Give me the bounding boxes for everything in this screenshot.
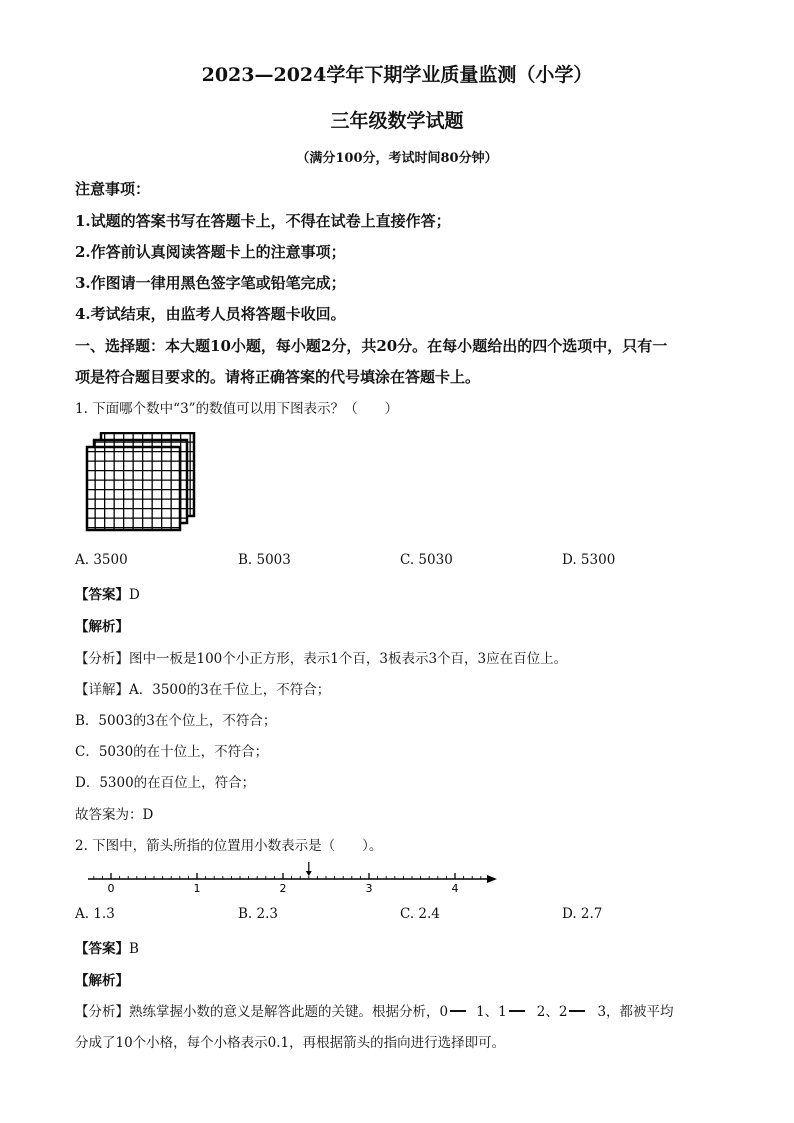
number-line-label: 3	[365, 882, 373, 895]
pointer-arrow-icon	[306, 862, 312, 876]
number-line-end-arrow	[487, 875, 497, 883]
fenxi-text: 1、1	[476, 1004, 507, 1020]
notice-item: 4.考试结束，由监考人员将答题卡收回。	[75, 305, 346, 323]
notice-item: 1.试题的答案书写在答题卡上，不得在试卷上直接作答；	[75, 212, 451, 230]
exam-time-note: （满分100分，考试时间80分钟）	[296, 151, 498, 166]
q2-option-c: C. 2.4	[400, 906, 440, 922]
fenxi-text: 【分析】熟练掌握小数的意义是解答此题的关键。根据分析，0	[75, 1004, 449, 1020]
q2-option-a: A. 1.3	[75, 906, 115, 922]
fenxi-text: 2、2	[536, 1004, 568, 1020]
q1-analysis-tag: 【解析】	[75, 619, 129, 635]
q2-option-b: B. 2.3	[238, 906, 278, 922]
section-instruction-line1: 一、选择题：本大题10小题，每小题2分，共20分。在每小题给出的四个选项中，只有一	[75, 337, 668, 355]
answer-tag: 【答案】	[75, 941, 129, 957]
q2-analysis-tag: 【解析】	[75, 973, 129, 989]
question-1-stem: 1. 下面哪个数中“3”的数值可以用下图表示？（ ）	[75, 401, 399, 417]
q1-option-c: C. 5030	[400, 552, 453, 568]
q2-fenxi-line2: 分成了10个小格，每个小格表示0.1，再根据箭头的指向进行选择即可。	[75, 1035, 506, 1051]
number-line-figure	[80, 860, 505, 896]
answer-tag: 【答案】	[75, 587, 129, 603]
q1-detail-line: D．5300的在百位上，符合；	[75, 775, 256, 791]
notice-item: 3.作图请一律用黑色签字笔或铅笔完成；	[75, 274, 346, 292]
answer-value: D	[129, 587, 140, 603]
number-line-labels	[108, 882, 459, 895]
question-2-stem: 2. 下图中，箭头所指的位置用小数表示是（ ）。	[75, 838, 383, 854]
number-line-label: 0	[107, 882, 115, 895]
q2-fenxi-line1	[75, 1000, 674, 1020]
dash-mark	[569, 1010, 585, 1012]
hundred-flat-front	[87, 447, 180, 530]
q1-option-a: A. 3500	[75, 552, 128, 568]
q2-option-d: D. 2.7	[562, 906, 603, 922]
q1-conclusion: 故答案为：D	[75, 807, 154, 823]
page-subtitle: 三年级数学试题	[330, 110, 464, 132]
page-title: 2023—2024学年下期学业质量监测（小学）	[201, 64, 593, 86]
number-line-label: 2	[279, 882, 287, 895]
q1-fenxi: 【分析】图中一板是100个小正方形，表示1个百，3板表示3个百，3应在百位上。	[75, 651, 568, 667]
dash-mark	[509, 1010, 525, 1012]
notice-heading: 注意事项：	[75, 180, 151, 198]
section-instruction-line2: 项是符合题目要求的。请将正确答案的代号填涂在答题卡上。	[75, 368, 481, 386]
q1-option-b: B. 5003	[238, 552, 291, 568]
number-line-ticks	[94, 873, 481, 879]
number-line-label: 4	[451, 882, 459, 895]
notice-item: 2.作答前认真阅读答题卡上的注意事项；	[75, 243, 346, 261]
q1-option-d: D. 5300	[562, 552, 616, 568]
hundred-flats-figure	[85, 432, 200, 532]
number-line-label: 1	[193, 882, 201, 895]
q1-answer	[75, 583, 140, 603]
dash-mark	[450, 1010, 466, 1012]
answer-value: B	[129, 941, 139, 957]
fenxi-text: 3，都被平均	[597, 1004, 674, 1020]
q1-detail-line: 【详解】A．3500的3在千位上，不符合；	[75, 682, 331, 698]
q1-detail-line: B．5003的3在个位上，不符合；	[75, 713, 277, 729]
q2-answer	[75, 937, 139, 957]
q1-detail-line: C．5030的在十位上，不符合；	[75, 744, 269, 760]
